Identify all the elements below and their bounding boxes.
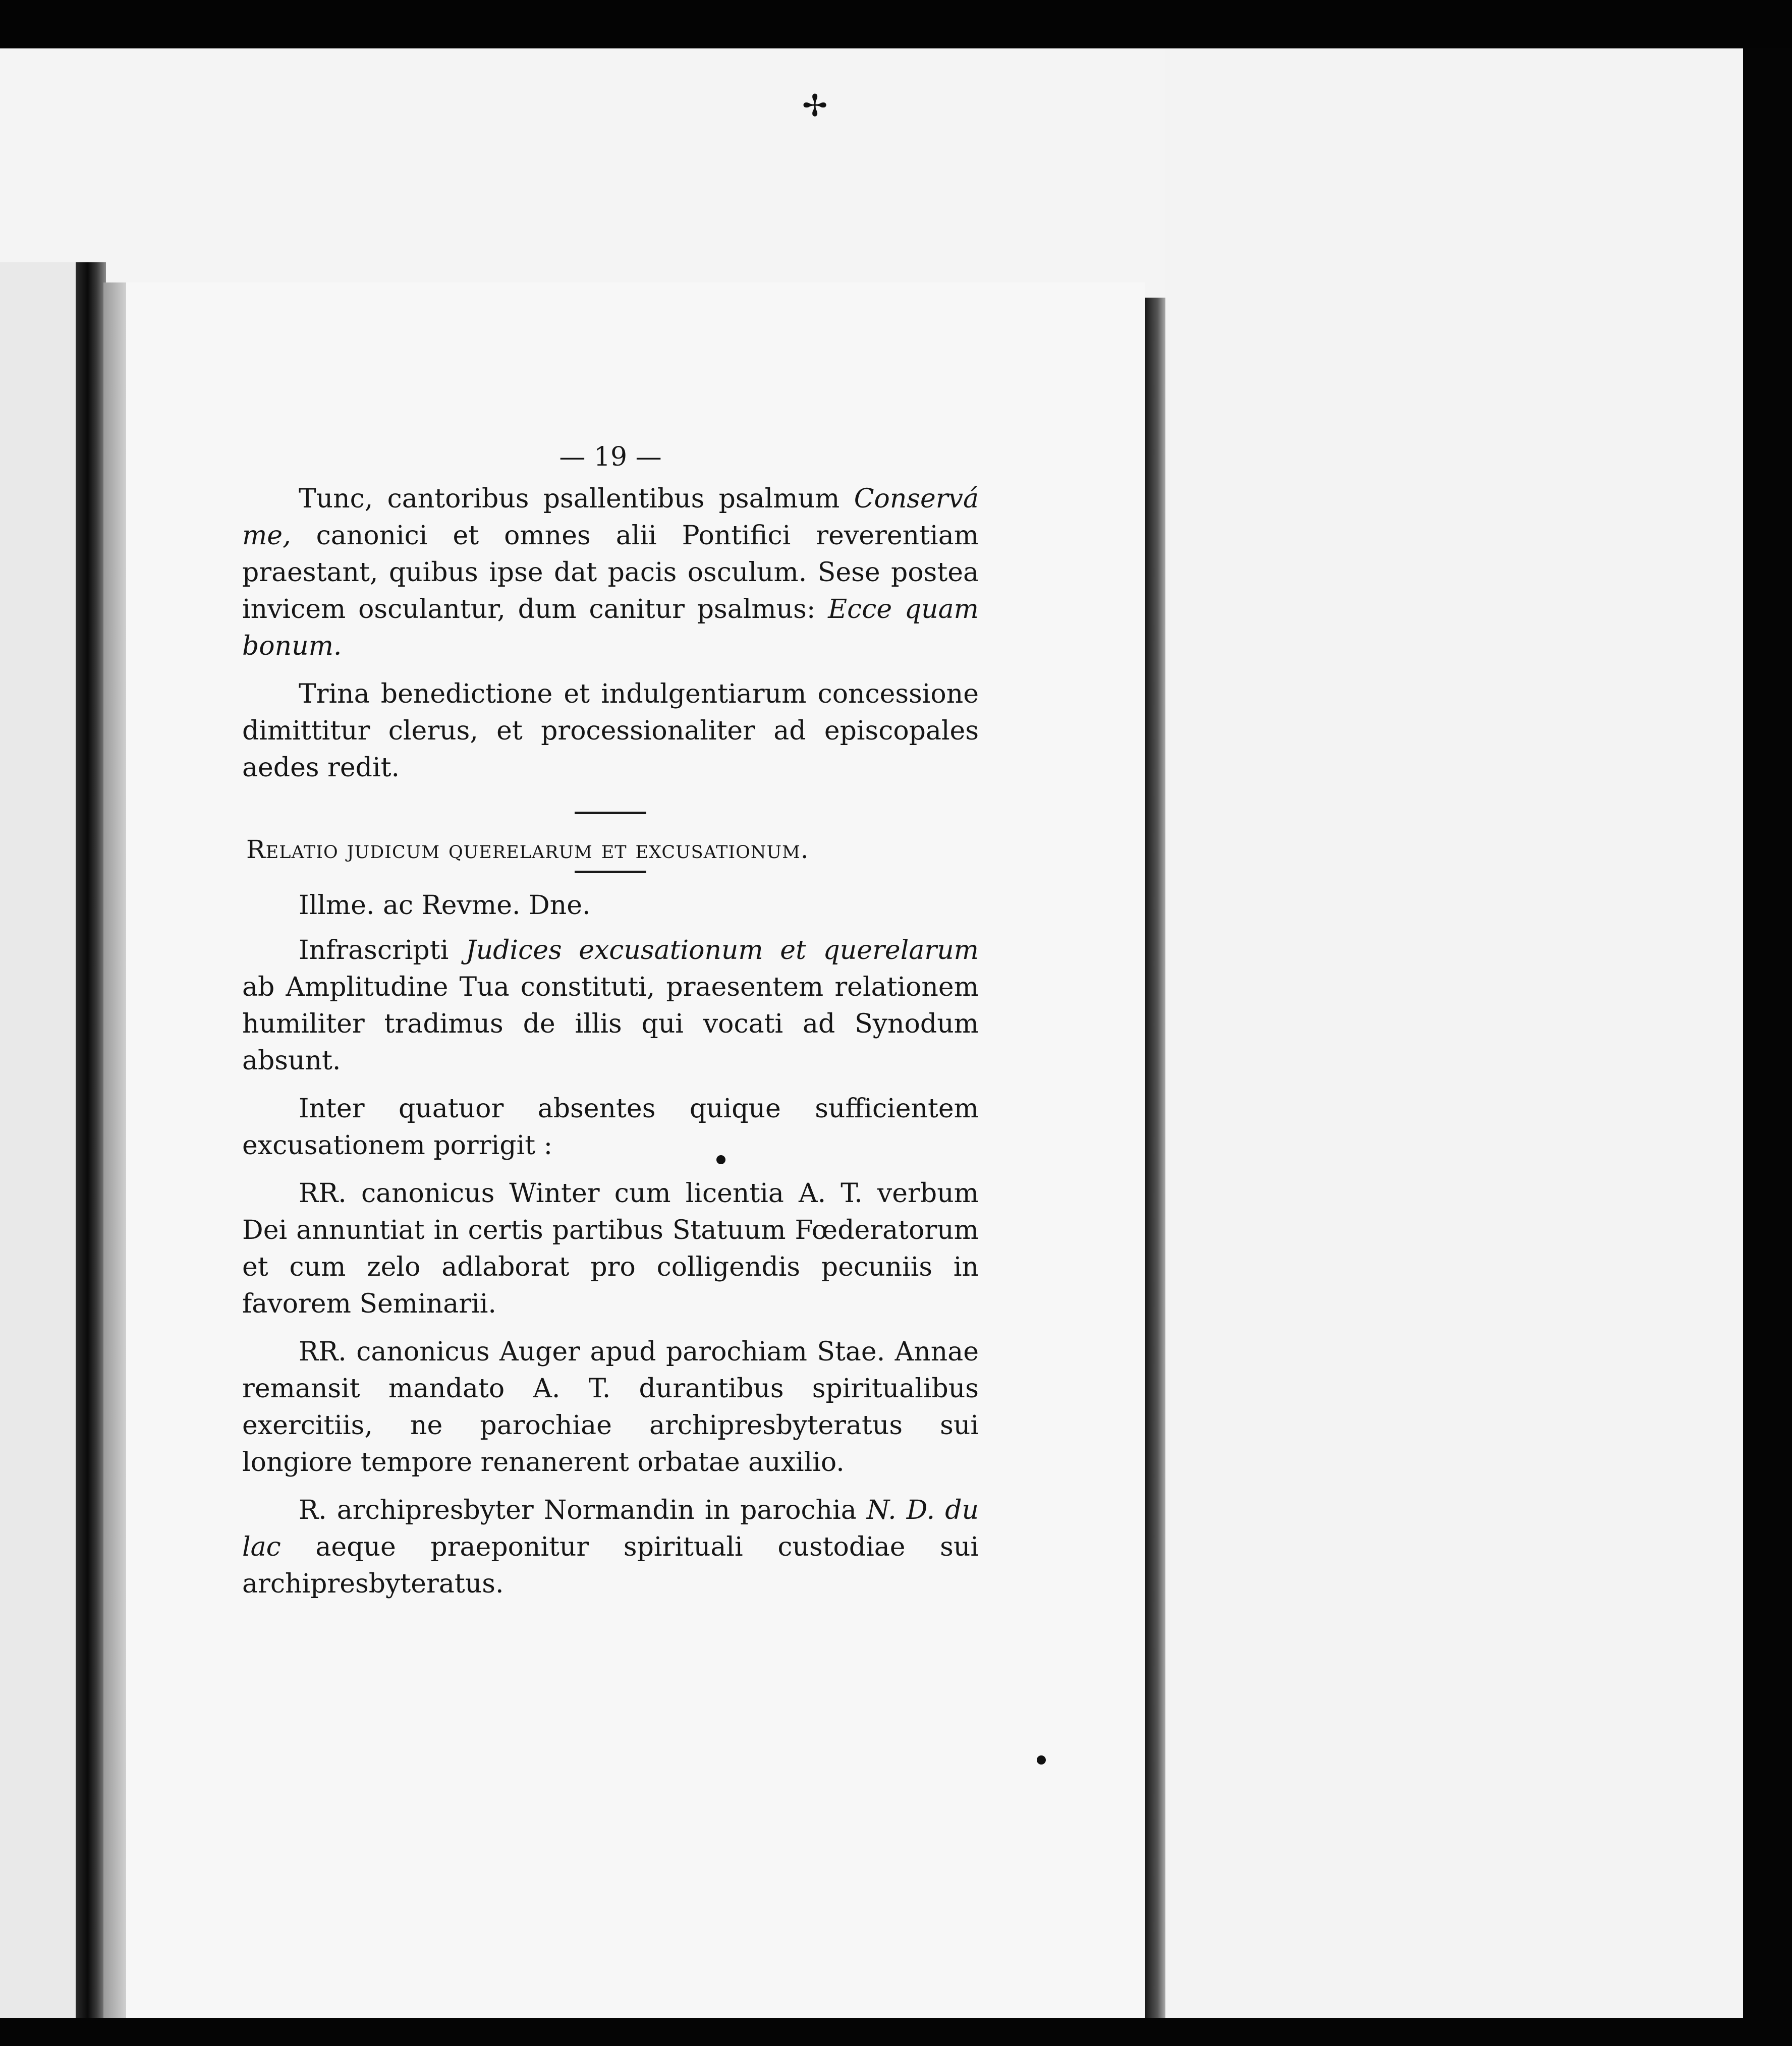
section-heading: Relatio judicum querelarum et excusationum. (246, 835, 809, 864)
text-run: ab Amplitudine Tua constituti, praesentem relationem humiliter tradimus de illis qui vocati ad Synodum absunt. (242, 972, 979, 1076)
paragraph (242, 481, 979, 665)
italic-phrase: N. D. du lac (242, 1495, 979, 1562)
paragraph (242, 1175, 979, 1323)
report-paragraphs (242, 932, 979, 1603)
paragraph (242, 1492, 979, 1603)
text-run: RR. canonicus Winter cum licentia A. T. verbum Dei annuntiat in certis partibus Statuum Fœderatorum et cum zelo adlaborat pro colligendis pecuniis in favorem Seminarii. (242, 1178, 979, 1319)
facing-blank-area (1165, 48, 1743, 2018)
opening-paragraphs (242, 481, 979, 786)
text-run: RR. canonicus Auger apud parochiam Stae. Annae remansit mandato A. T. durantibus spiritualibus exercitiis, ne parochiae archipresbyteratus sui longiore tempore renanerent orbatae auxilio. (242, 1337, 979, 1477)
scan-border-right (1743, 48, 1792, 2046)
section-rule-top (575, 812, 646, 814)
book-spine-shadow (76, 262, 106, 2018)
paragraph (242, 932, 979, 1079)
scan-border-top (0, 0, 1792, 48)
italic-phrase: Ecce quam bonum. (242, 594, 979, 661)
salutation: Illme. ac Revme. Dne. (299, 890, 591, 921)
page-edge-shadow (1145, 298, 1165, 2018)
paragraph (242, 676, 979, 786)
text-run: Infrascripti (299, 935, 466, 965)
page-gutter (103, 282, 129, 2018)
page-text-block (242, 439, 979, 1614)
italic-phrase: Judices excusationum et querelarum (465, 935, 979, 965)
scan-border-bottom (0, 2018, 1792, 2046)
text-run: Trina benedictione et indulgentiarum concessione dimittitur clerus, et processionaliter ad episcopales aedes redit. (242, 679, 979, 783)
section-rule-bottom (575, 871, 646, 873)
text-run: aeque praeponitur spirituali custodiae sui archipresbyteratus. (242, 1532, 979, 1599)
ink-dot (1037, 1755, 1046, 1765)
paragraph (242, 1334, 979, 1481)
text-run: canonici et omnes alii Pontifici reverentiam praestant, quibus ipse dat pacis osculum. Sese postea invicem osculantur, dum canitur psalmus: (242, 521, 979, 624)
italic-phrase: Conservá me, (242, 484, 979, 551)
previous-page-fragment (0, 262, 86, 2018)
text-run: Inter quatuor absentes quique sufficientem excusationem porrigit : (242, 1094, 979, 1161)
ink-speck-mark: ✢ (802, 88, 828, 124)
paragraph (242, 1091, 979, 1164)
text-run: Tunc, cantoribus psallentibus psalmum (299, 484, 854, 514)
page-number: — 19 — (559, 442, 662, 472)
text-run: R. archipresbyter Normandin in parochia (299, 1495, 867, 1525)
